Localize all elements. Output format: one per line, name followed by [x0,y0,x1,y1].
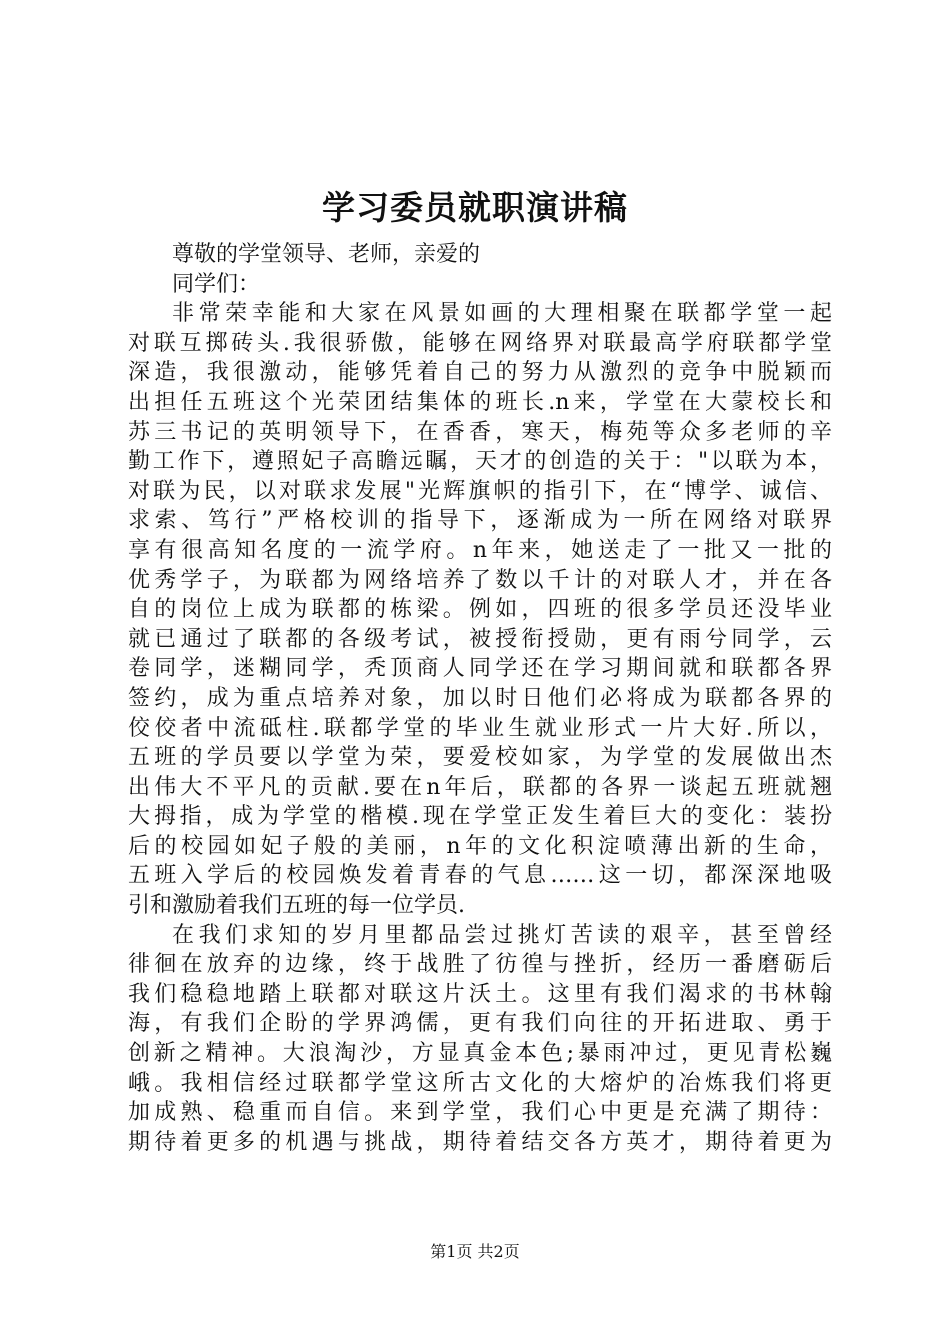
paragraph-line: 自的岗位上成为联都的栋梁。例如，四班的很多学员还没毕业 [128,597,832,623]
paragraph-line: 期待着更多的机遇与挑战，期待着结交各方英才，期待着更为 [128,1129,832,1155]
paragraph-line: 我们稳稳地踏上联都对联这片沃土。这里有我们渴求的书林翰 [128,981,832,1007]
paragraph-line: 深造，我很激动，能够凭着自己的努力从激烈的竞争中脱颖而 [128,360,832,386]
paragraph-line: 徘徊在放弃的边缘，终于战胜了彷徨与挫折，经历一番磨砺后 [128,952,832,978]
paragraph-line: 勤工作下，遵照妃子高瞻远瞩，天才的创造的关于："以联为本， [128,449,832,475]
paragraph-line: 出担任五班这个光荣团结集体的班长.n来，学堂在大蒙校长和 [128,389,832,415]
paragraph-line: 在我们求知的岁月里都品尝过挑灯苦读的艰辛，甚至曾经 [172,922,832,948]
paragraph-line: 签约，成为重点培养对象，加以时日他们必将成为联都各界的 [128,685,832,711]
greeting-line: 尊敬的学堂领导、老师，亲爱的 [172,242,481,267]
paragraph-line: 卷同学，迷糊同学，秃顶商人同学还在学习期间就和联都各界 [128,656,832,682]
paragraph-line: 五班的学员要以学堂为荣，要爱校如家，为学堂的发展做出杰 [128,745,832,771]
paragraph-line: 峨。我相信经过联都学堂这所古文化的大熔炉的冶炼我们将更 [128,1070,832,1096]
paragraph-line: 求索、笃行”严格校训的指导下，逐渐成为一所在网络对联界 [128,508,832,534]
paragraph-line: 加成熟、稳重而自信。来到学堂，我们心中更是充满了期待： [128,1100,832,1126]
paragraph-line: 苏三书记的英明领导下，在香香，寒天，梅苑等众多老师的辛 [128,419,832,445]
document-title: 学习委员就职演讲稿 [322,188,628,227]
paragraph-line: 引和激励着我们五班的每一位学员. [128,893,465,919]
paragraph-line: 大拇指，成为学堂的楷模.现在学堂正发生着巨大的变化：装扮 [128,804,832,830]
paragraph-line: 非常荣幸能和大家在风景如画的大理相聚在联都学堂一起 [172,301,832,327]
document-body [128,240,832,1157]
paragraph-line: 海，有我们企盼的学界鸿儒，更有我们向往的开拓进取、勇于 [128,1011,832,1037]
paragraph-line: 优秀学子，为联都为网络培养了数以千计的对联人才，并在各 [128,567,832,593]
greeting-line: 同学们： [172,271,261,297]
page-footer: 第1页 共2页 [430,1242,520,1261]
paragraph-line: 对联互掷砖头.我很骄傲，能够在网络界对联最高学府联都学堂 [128,330,832,356]
paragraph-line: 就已通过了联都的各级考试，被授衔授勋，更有雨兮同学，云 [128,626,832,652]
paragraph-line: 出伟大不平凡的贡献.要在n年后，联都的各界一谈起五班就翘 [128,774,832,800]
paragraph-line: 后的校园如妃子般的美丽，n年的文化积淀喷薄出新的生命， [128,833,832,859]
paragraph-line: 享有很高知名度的一流学府。n年来，她送走了一批又一批的 [128,537,832,563]
paragraph-line: 对联为民，以对联求发展"光辉旗帜的指引下，在“博学、诚信、 [128,478,832,504]
paragraph-line: 创新之精神。大浪淘沙，方显真金本色;暴雨冲过，更见青松巍 [128,1041,832,1067]
paragraph-line: 五班入学后的校园焕发着青春的气息……这一切，都深深地吸 [128,863,832,889]
paragraph-line: 佼佼者中流砥柱.联都学堂的毕业生就业形式一片大好.所以， [128,715,832,741]
